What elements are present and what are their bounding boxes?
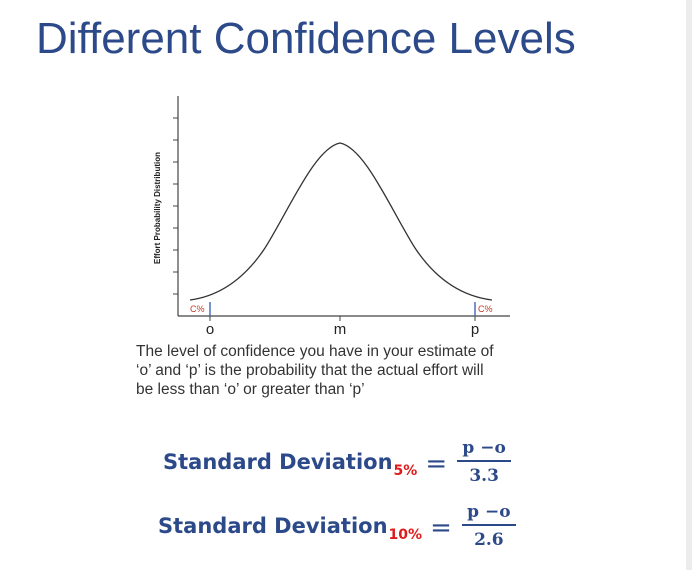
equals-sign: = bbox=[430, 512, 452, 543]
description-line: The level of confidence you have in your estimate of bbox=[136, 343, 494, 360]
fraction bbox=[457, 438, 511, 486]
tail-label-right: C% bbox=[478, 304, 493, 314]
description-line: ‘o’ and ‘p’ is the probability that the actual effort will bbox=[136, 362, 484, 379]
formula-label: Standard Deviation bbox=[163, 449, 393, 474]
y-axis-ticks bbox=[173, 118, 178, 294]
x-tick-label-m: m bbox=[333, 321, 347, 338]
formula-10-percent bbox=[158, 502, 516, 550]
denominator: 2.6 bbox=[474, 529, 504, 550]
slide-edge bbox=[686, 0, 692, 570]
tail-label-left: C% bbox=[190, 304, 205, 314]
fraction bbox=[462, 502, 516, 550]
bell-curve bbox=[190, 143, 492, 300]
y-axis-label: Effort Probability Distribution bbox=[153, 152, 162, 264]
bell-curve-chart bbox=[140, 88, 520, 338]
description bbox=[136, 342, 546, 399]
slide-title: Different Confidence Levels bbox=[36, 14, 576, 63]
formula-subscript: 10% bbox=[388, 526, 423, 543]
equals-sign: = bbox=[425, 448, 448, 479]
description-line: be less than ‘o’ or greater than ‘p’ bbox=[136, 381, 365, 398]
formula-label: Standard Deviation bbox=[158, 513, 388, 538]
numerator: p −o bbox=[462, 438, 506, 458]
x-tick-label-p: p bbox=[470, 321, 480, 338]
x-tick-label-o: o bbox=[205, 321, 215, 338]
numerator: p −o bbox=[467, 502, 511, 522]
denominator: 3.3 bbox=[469, 465, 499, 486]
formula-subscript: 5% bbox=[393, 462, 418, 479]
formula-5-percent bbox=[163, 438, 511, 486]
